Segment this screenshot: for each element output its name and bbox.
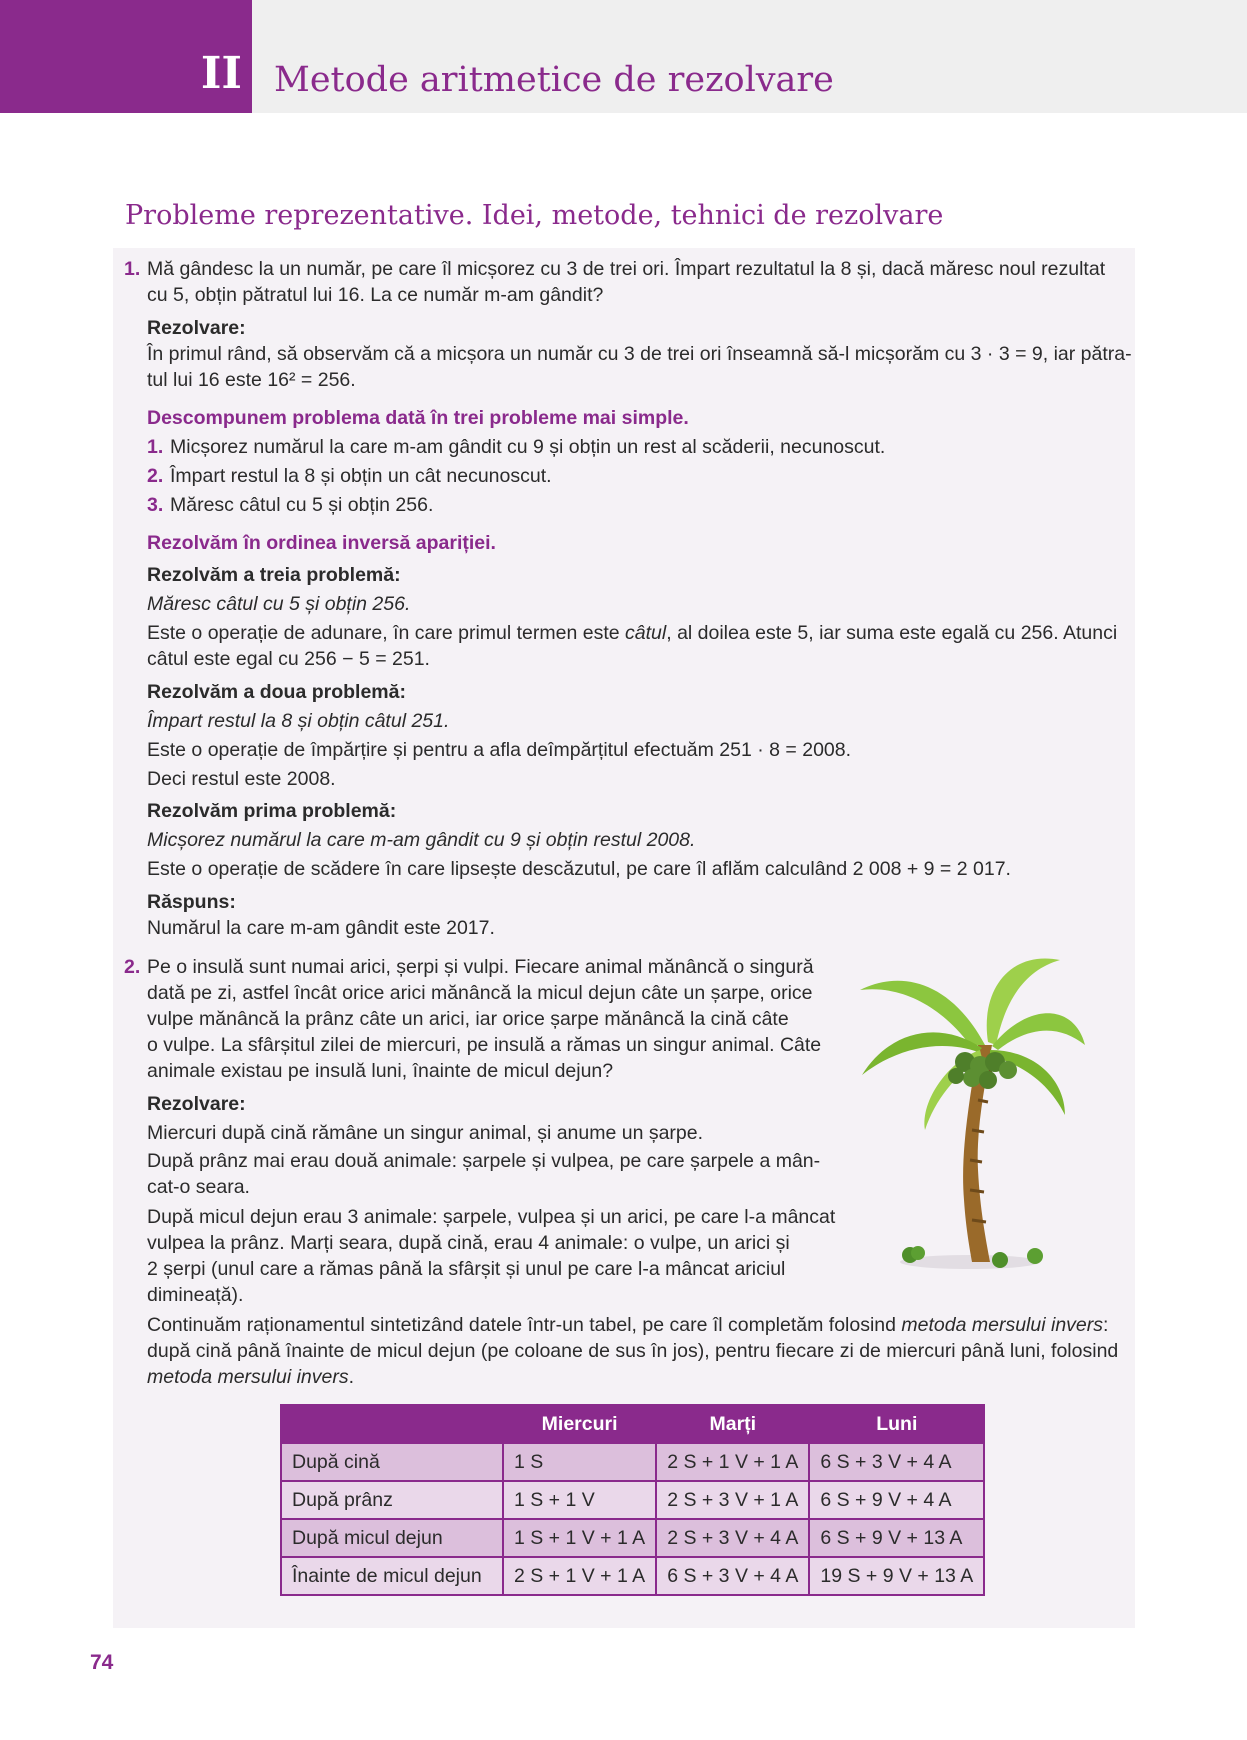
step-text: Măresc câtul cu 5 și obțin 256.	[170, 494, 434, 516]
third-problem-text-2: câtul este egal cu 256 − 5 = 251.	[147, 648, 430, 670]
third-problem-label: Rezolvăm a treia problemă:	[147, 564, 401, 586]
problem-number: 1.	[124, 258, 141, 280]
table-row	[281, 1443, 984, 1481]
table-cell: După cină	[281, 1443, 503, 1481]
third-problem-text: Este o operație de adunare, în care primul termen este câtul, al doilea este 5, iar suma este egală cu 256. Atunci	[147, 622, 1118, 644]
table-cell: 19 S + 9 V + 13 A	[809, 1557, 984, 1595]
table-cell: 2 S + 3 V + 4 A	[656, 1519, 809, 1557]
problem-statement-line: animale existau pe insulă luni, înainte de micul dejun?	[147, 1060, 614, 1082]
problem-statement-line: vulpe mănâncă la prânz câte un arici, iar orice șarpe mănâncă la cină câte	[147, 1008, 789, 1030]
solution-text-line: tul lui 16 este 16² = 256.	[147, 369, 356, 391]
solution-line: După micul dejun erau 3 animale: șarpele, vulpea și un arici, pe care l-a mâncat	[147, 1206, 836, 1228]
table-header-cell: Marți	[656, 1405, 809, 1443]
table-header-cell: Miercuri	[503, 1405, 656, 1443]
answer-label: Răspuns:	[147, 891, 236, 913]
first-problem-italic: Micșorez numărul la care m-am gândit cu 9 și obțin restul 2008.	[147, 829, 696, 851]
third-problem-italic: Măresc câtul cu 5 și obțin 256.	[147, 593, 411, 615]
second-problem-text-2: Deci restul este 2008.	[147, 768, 336, 790]
solution-line: dimineață).	[147, 1284, 244, 1306]
table-cell: 6 S + 9 V + 4 A	[809, 1481, 984, 1519]
solution-label: Rezolvare:	[147, 317, 246, 339]
first-problem-text: Este o operație de scădere în care lipsește descăzutul, pe care îl aflăm calculând 2 008 + 9 = 2 017.	[147, 858, 1011, 880]
section-title: Probleme reprezentative. Idei, metode, tehnici de rezolvare	[125, 200, 944, 231]
table-cell: 2 S + 1 V + 1 A	[656, 1443, 809, 1481]
step-number: 3.	[147, 494, 164, 516]
solution-line: Miercuri după cină rămâne un singur animal, și anume un șarpe.	[147, 1122, 704, 1144]
solution-line: 2 șerpi (unul care a rămas până la sfârșit și unul pe care l-a mâncat ariciul	[147, 1258, 786, 1280]
table-cell: 2 S + 1 V + 1 A	[503, 1557, 656, 1595]
solution-line: vulpea la prânz. Marți seara, după cină, erau 4 animale: o vulpe, un arici și	[147, 1232, 790, 1254]
step-number: 1.	[147, 436, 164, 458]
table-row	[281, 1557, 984, 1595]
solution-text-line: În primul rând, să observăm că a micșora un număr cu 3 de trei ori înseamnă să-l micșorăm cu 3 · 3 = 9, iar pătra-	[147, 343, 1132, 365]
answer-text: Numărul la care m-am gândit este 2017.	[147, 917, 495, 939]
chapter-number: II	[200, 48, 242, 99]
table-header-row	[281, 1405, 984, 1443]
continue-line-3: metoda mersului invers.	[147, 1366, 355, 1388]
solution-line: cat-o seara.	[147, 1176, 250, 1198]
problem-statement-line: Mă gândesc la un număr, pe care îl micșorez cu 3 de trei ori. Împart rezultatul la 8 și, dacă măresc noul rezultat	[147, 258, 1106, 280]
table-cell: 1 S + 1 V + 1 A	[503, 1519, 656, 1557]
table-cell: 1 S + 1 V	[503, 1481, 656, 1519]
animals-table	[280, 1404, 985, 1596]
step-number: 2.	[147, 465, 164, 487]
second-problem-label: Rezolvăm a doua problemă:	[147, 681, 406, 703]
problem-statement-line: cu 5, obțin pătratul lui 16. La ce număr m-am gândit?	[147, 284, 604, 306]
table-cell: 6 S + 3 V + 4 A	[809, 1443, 984, 1481]
table-cell: După prânz	[281, 1481, 503, 1519]
step-text: Micșorez numărul la care m-am gândit cu 9 și obțin un rest al scăderii, necunoscut.	[170, 436, 886, 458]
problem-statement-line: o vulpe. La sfârșitul zilei de miercuri, pe insulă a rămas un singur animal. Câte	[147, 1034, 822, 1056]
solution-label: Rezolvare:	[147, 1093, 246, 1115]
table-header-cell	[281, 1405, 503, 1443]
second-problem-italic: Împart restul la 8 și obțin câtul 251.	[147, 710, 450, 732]
problem-number: 2.	[124, 956, 141, 978]
inverse-title: Rezolvăm în ordinea inversă apariției.	[147, 532, 496, 554]
table-cell: 6 S + 3 V + 4 A	[656, 1557, 809, 1595]
second-problem-text: Este o operație de împărțire și pentru a afla deîmpărțitul efectuăm 251 · 8 = 2008.	[147, 739, 852, 761]
first-problem-label: Rezolvăm prima problemă:	[147, 800, 397, 822]
problem-statement-line: dată pe zi, astfel încât orice arici mănâncă la micul dejun câte un șarpe, orice	[147, 982, 813, 1004]
continue-line-2: după cină până înainte de micul dejun (pe coloane de sus în jos), pentru fiecare zi de miercuri până luni, folosind	[147, 1340, 1119, 1362]
chapter-title: Metode aritmetice de rezolvare	[274, 60, 834, 100]
problem-statement-line: Pe o insulă sunt numai arici, șerpi și vulpi. Fiecare animal mănâncă o singură	[147, 956, 814, 978]
continue-line: Continuăm raționamentul sintetizând datele într-un tabel, pe care îl completăm folosind metoda mersului invers:	[147, 1314, 1109, 1336]
decompose-title: Descompunem problema dată în trei probleme mai simple.	[147, 407, 689, 429]
table-row	[281, 1519, 984, 1557]
solution-line: După prânz mai erau două animale: șarpele și vulpea, pe care șarpele a mân-	[147, 1150, 821, 1172]
chapter-box	[0, 0, 252, 113]
table-cell: Înainte de micul dejun	[281, 1557, 503, 1595]
table-cell: 6 S + 9 V + 13 A	[809, 1519, 984, 1557]
table-cell: După micul dejun	[281, 1519, 503, 1557]
table-cell: 2 S + 3 V + 1 A	[656, 1481, 809, 1519]
page-number: 74	[90, 1651, 114, 1674]
step-text: Împart restul la 8 și obțin un cât necunoscut.	[170, 465, 552, 487]
table-row	[281, 1481, 984, 1519]
table-cell: 1 S	[503, 1443, 656, 1481]
table-header-cell: Luni	[809, 1405, 984, 1443]
palm-tree-icon	[860, 950, 1085, 1275]
